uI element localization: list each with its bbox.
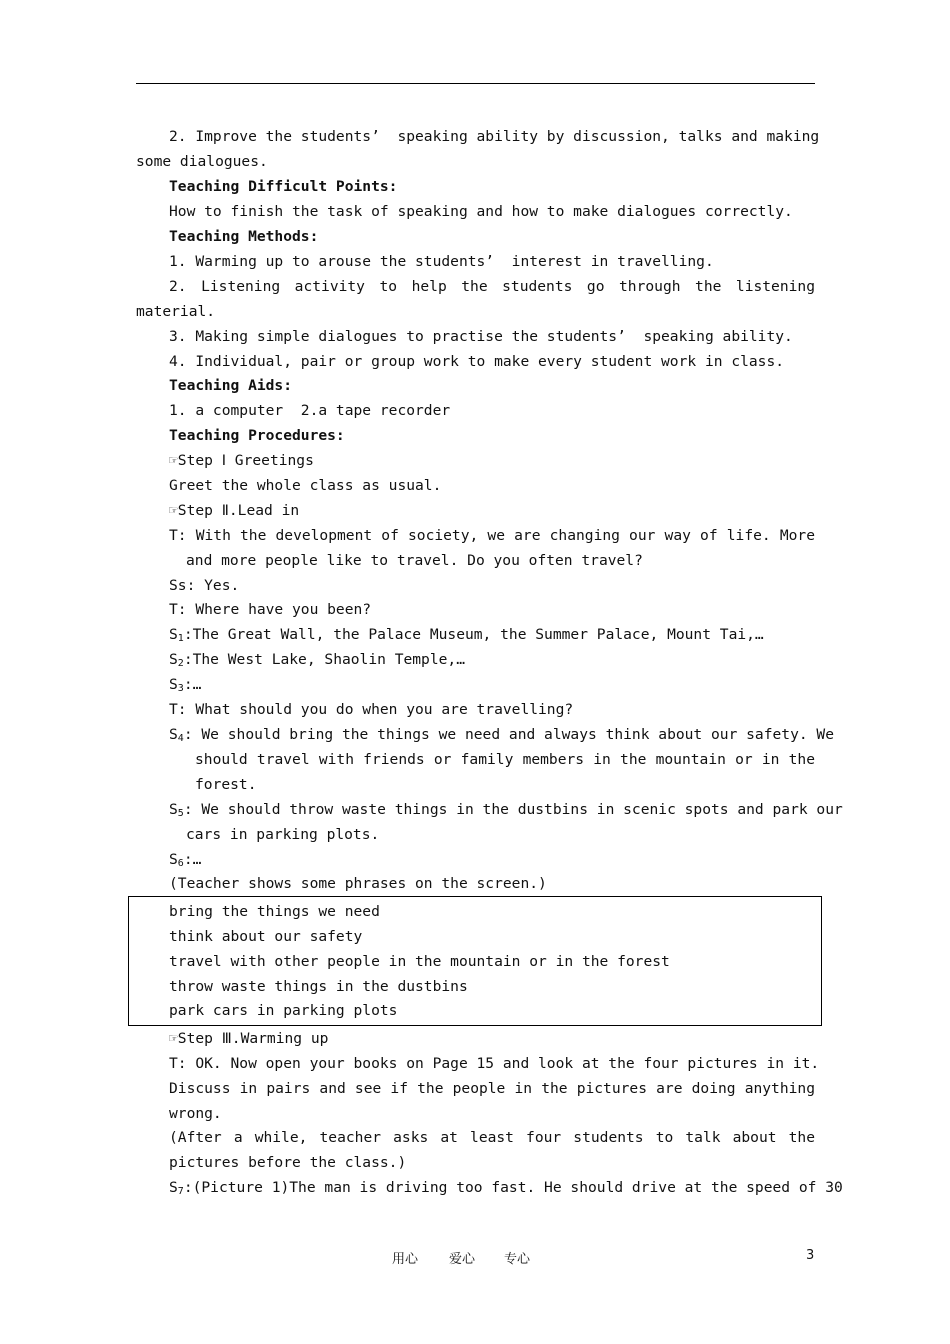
speaker-label: S [169, 801, 178, 818]
speaker-number: 7 [177, 1186, 184, 1197]
student-4-line-b: should travel with friends or family members in the mountain or in the [195, 751, 815, 768]
student-7-line [169, 1178, 843, 1198]
student-6-text: :… [183, 851, 202, 868]
method-1: 1. Warming up to arouse the students’ interest in travelling. [169, 253, 714, 270]
heading-teaching-procedures: Teaching Procedures: [169, 427, 345, 444]
student-5-line [169, 800, 843, 820]
students-answer: Ss: Yes. [169, 577, 240, 594]
teacher-shows-note: (Teacher shows some phrases on the screen.) [169, 875, 547, 892]
speaker-number: 2 [177, 658, 184, 669]
speaker-label: S [169, 1179, 178, 1196]
difficult-points-text: How to finish the task of speaking and how to make dialogues correctly. [169, 203, 793, 220]
speaker-number: 6 [177, 858, 184, 869]
student-1-line [169, 625, 764, 645]
student-1-text: :The Great Wall, the Palace Museum, the Summer Palace, Mount Tai,… [183, 626, 764, 643]
student-4-line-c: forest. [195, 776, 257, 793]
teacher-line-2: T: Where have you been? [169, 601, 372, 618]
header-rule [136, 83, 815, 84]
speaker-label: S [169, 726, 178, 743]
step-1-heading: ☞Step Ⅰ Greetings [169, 452, 314, 469]
after-while-line1: (After a while, teacher asks at least four students to talk about the [169, 1129, 815, 1146]
speaker-number: 3 [177, 683, 184, 694]
student-3-text: :… [183, 676, 202, 693]
speaker-number: 4 [177, 733, 184, 744]
heading-difficult-points: Teaching Difficult Points: [169, 178, 398, 195]
student-5-text: : We should throw waste things in the dustbins in scenic spots and park our [183, 801, 843, 818]
student-2-text: :The West Lake, Shaolin Temple,… [183, 651, 465, 668]
teacher-line-4a: T: OK. Now open your books on Page 15 and look at the four pictures in it. [169, 1055, 820, 1072]
teacher-line-3: T: What should you do when you are travelling? [169, 701, 574, 718]
page-number: 3 [806, 1248, 815, 1263]
teacher-line-4c: wrong. [169, 1105, 222, 1122]
step-2-heading: ☞Step Ⅱ.Lead in [169, 502, 300, 519]
heading-teaching-aids: Teaching Aids: [169, 377, 293, 394]
phrase-item: bring the things we need [169, 903, 380, 920]
speaker-label: S [169, 651, 178, 668]
teacher-line-1a: T: With the development of society, we are changing our way of life. More [169, 527, 815, 544]
objective-2-line2: some dialogues. [136, 153, 268, 170]
teaching-aids-text: 1. a computer 2.a tape recorder [169, 402, 451, 419]
speaker-number: 5 [177, 808, 184, 819]
method-2-line2: material. [136, 303, 216, 320]
speaker-label: S [169, 676, 178, 693]
student-4-text: : We should bring the things we need and always think about our safety. We [183, 726, 835, 743]
speaker-number: 1 [177, 633, 184, 644]
method-4: 4. Individual, pair or group work to make every student work in class. [169, 353, 785, 370]
student-5-line-b: cars in parking plots. [186, 826, 380, 843]
student-3-line [169, 675, 201, 695]
method-2-line1: 2. Listening activity to help the students go through the listening [169, 278, 815, 295]
after-while-line2: pictures before the class.) [169, 1154, 407, 1171]
speaker-label: S [169, 626, 178, 643]
student-6-line [169, 850, 201, 870]
objective-2-line1: 2. Improve the students’ speaking ability by discussion, talks and making [169, 128, 820, 145]
heading-teaching-methods: Teaching Methods: [169, 228, 319, 245]
footer-motto-3: 专心 [504, 1252, 531, 1267]
student-4-line [169, 725, 835, 745]
footer-motto-1: 用心 [392, 1252, 419, 1267]
phrase-item: travel with other people in the mountain or in the forest [169, 953, 670, 970]
speaker-label: S [169, 851, 178, 868]
footer-motto-2: 爱心 [449, 1252, 476, 1267]
method-3: 3. Making simple dialogues to practise the students’ speaking ability. [169, 328, 793, 345]
student-2-line [169, 650, 465, 670]
phrase-item: think about our safety [169, 928, 363, 945]
teacher-line-1b: and more people like to travel. Do you often travel? [186, 552, 643, 569]
step-3-heading: ☞Step Ⅲ.Warming up [169, 1030, 329, 1047]
teacher-line-4b: Discuss in pairs and see if the people in the pictures are doing anything [169, 1080, 815, 1097]
phrase-item: throw waste things in the dustbins [169, 978, 468, 995]
greeting-text: Greet the whole class as usual. [169, 477, 442, 494]
student-7-text: :(Picture 1)The man is driving too fast. He should drive at the speed of 30 [183, 1179, 843, 1196]
phrase-item: park cars in parking plots [169, 1002, 398, 1019]
